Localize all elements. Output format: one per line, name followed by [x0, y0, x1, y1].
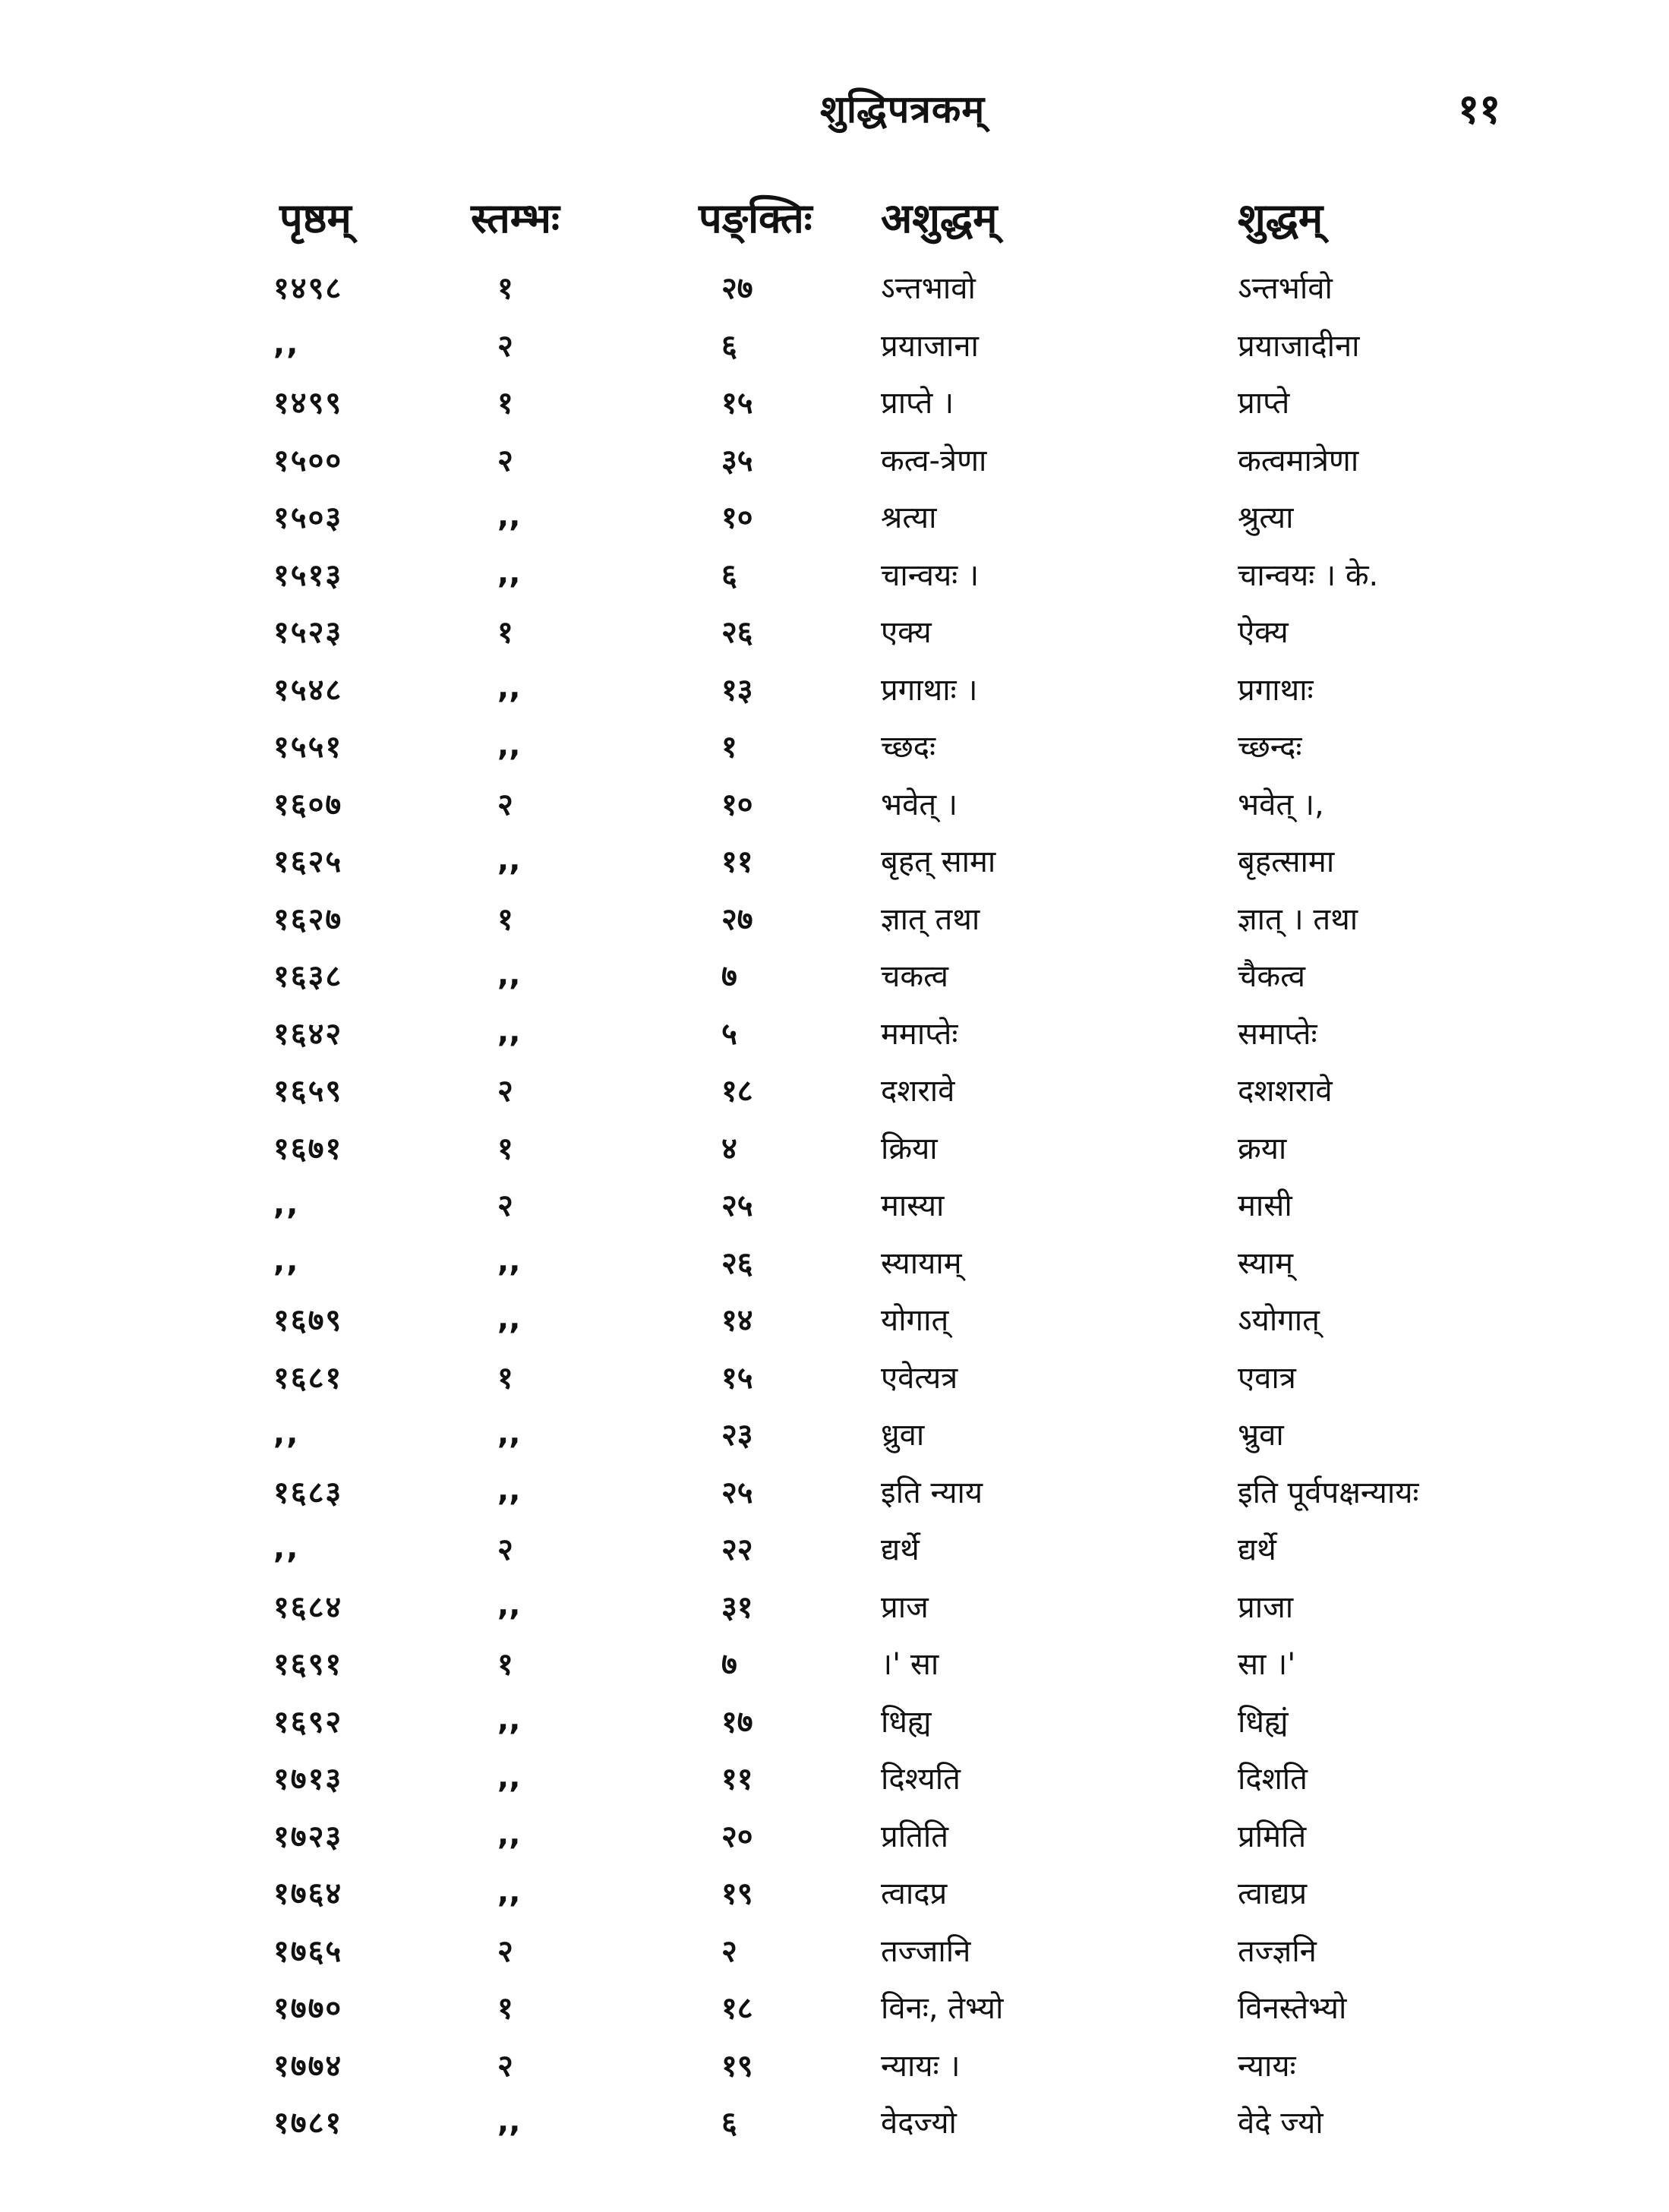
table-row [228, 1749, 1564, 1807]
cell-column: ,, [497, 1014, 521, 1050]
cell-line: ४ [721, 1131, 737, 1166]
cell-column: २ [497, 328, 513, 364]
cell-line: २३ [721, 1418, 753, 1453]
cell-page: १६८१ [273, 1360, 343, 1396]
cell-correct: दशशरावे [1238, 1074, 1333, 1109]
cell-line: २६ [721, 615, 753, 651]
cell-page: ,, [273, 1186, 300, 1222]
table-row [228, 946, 1564, 1004]
cell-page: १६३८ [273, 959, 343, 995]
cell-page: १६२५ [273, 844, 343, 880]
cell-incorrect: ऽन्तभावो [881, 271, 976, 307]
cell-line: १८ [721, 1074, 753, 1109]
cell-page: १७१३ [273, 1762, 343, 1797]
cell-correct: सा ।' [1238, 1647, 1296, 1683]
cell-incorrect: दिश्यति [881, 1762, 961, 1797]
cell-line: २६ [721, 1245, 753, 1281]
cell-line: १० [721, 500, 753, 536]
table-row [228, 1634, 1564, 1692]
cell-correct: प्राप्ते [1238, 386, 1290, 421]
cell-incorrect: ।' सा [881, 1647, 939, 1683]
cell-page: १६८४ [273, 1589, 343, 1625]
cell-line: ६ [721, 557, 737, 593]
cell-correct: वेदे ज्यो [1238, 2106, 1324, 2141]
cell-incorrect: इति न्याय [881, 1475, 983, 1510]
cell-column: १ [497, 1991, 513, 2027]
cell-line: १८ [721, 1991, 753, 2027]
cell-correct: कत्वमात्रेणा [1238, 443, 1359, 478]
cell-column: १ [497, 1131, 513, 1166]
cell-correct: एवात्र [1238, 1360, 1296, 1396]
cell-incorrect: चान्वयः । [881, 557, 980, 593]
header-row [228, 175, 1564, 258]
cell-column: ,, [497, 1874, 521, 1910]
cell-page: १६९१ [273, 1647, 343, 1683]
cell-line: २ [721, 1933, 737, 1969]
cell-incorrect: त्वादप्र [881, 1876, 948, 1912]
cell-incorrect: योगात् [881, 1303, 949, 1339]
cell-correct: प्रगाथाः [1238, 672, 1314, 708]
cell-column: ,, [497, 2103, 521, 2139]
cell-incorrect: कत्व-त्रेणा [881, 443, 987, 478]
cell-correct: समाप्तेः [1238, 1016, 1317, 1052]
cell-line: १९ [721, 1876, 753, 1912]
cell-column: १ [497, 901, 513, 937]
cell-correct: धिह्यं [1238, 1704, 1289, 1740]
cell-correct: चान्वयः । के. [1238, 557, 1379, 593]
cell-column: ,, [497, 1301, 521, 1336]
cell-line: १५ [721, 386, 753, 421]
cell-line: ३५ [721, 443, 753, 478]
cell-correct: त्वाद्यप्र [1238, 1876, 1308, 1912]
cell-correct: ऽयोगात् [1238, 1303, 1320, 1339]
cell-column: १ [497, 386, 513, 421]
cell-line: १० [721, 787, 753, 822]
cell-correct: दिशति [1238, 1762, 1308, 1797]
table-row [228, 1175, 1564, 1233]
cell-incorrect: वेदज्यो [881, 2106, 957, 2141]
table-row [228, 1119, 1564, 1176]
header-incorrect: अशुद्धम् [881, 194, 998, 242]
cell-line: ६ [721, 328, 737, 364]
cell-incorrect: मास्या [881, 1188, 945, 1224]
cell-correct: च्छन्दः [1238, 730, 1302, 765]
header-column: स्तम्भः [471, 194, 560, 242]
cell-incorrect: दशरावे [881, 1074, 955, 1109]
cell-column: ,, [497, 842, 521, 878]
cell-incorrect: चकत्व [881, 959, 948, 995]
cell-correct: क्रया [1238, 1131, 1287, 1166]
cell-incorrect: एक्य [881, 615, 932, 651]
table-row [228, 889, 1564, 947]
cell-line: १३ [721, 672, 753, 708]
cell-incorrect: क्रिया [881, 1131, 938, 1166]
table-row [228, 431, 1564, 488]
cell-line: ५ [721, 1016, 737, 1052]
errata-table-body [228, 258, 1564, 2150]
cell-incorrect: विनः, तेभ्यो [881, 1991, 1004, 2027]
cell-incorrect: न्यायः । [881, 2048, 961, 2084]
table-row [228, 2093, 1564, 2150]
cell-column: २ [497, 2048, 513, 2084]
table-row [228, 1863, 1564, 1921]
cell-column: २ [497, 443, 513, 478]
table-row [228, 1348, 1564, 1406]
cell-correct: ज्ञात् । तथा [1238, 901, 1358, 937]
cell-line: ३१ [721, 1589, 753, 1625]
cell-line: २७ [721, 271, 753, 307]
cell-page: १७२३ [273, 1819, 343, 1854]
cell-column: ,, [497, 957, 521, 992]
cell-line: २० [721, 1819, 753, 1854]
cell-page: १६५९ [273, 1074, 343, 1109]
cell-correct: प्रयाजादीना [1238, 328, 1360, 364]
cell-column: २ [497, 1933, 513, 1969]
cell-column: २ [497, 787, 513, 822]
table-row [228, 1519, 1564, 1577]
cell-column: ,, [497, 1415, 521, 1451]
cell-correct: भवेत् ।, [1238, 787, 1324, 822]
table-row [228, 1004, 1564, 1062]
table-row [228, 831, 1564, 889]
cell-incorrect: प्रयाजाना [881, 328, 979, 364]
table-row [228, 2036, 1564, 2094]
cell-correct: द्यर्थे [1238, 1532, 1276, 1568]
cell-incorrect: एवेत्यत्र [881, 1360, 958, 1396]
header-correct: शुद्धम् [1238, 194, 1324, 242]
cell-column: ,, [497, 727, 521, 763]
cell-column: ,, [497, 556, 521, 592]
cell-correct: ऽन्तर्भावो [1238, 271, 1333, 307]
table-row [228, 1463, 1564, 1520]
cell-incorrect: बृहत् सामा [881, 844, 996, 880]
cell-page: ,, [273, 1244, 300, 1280]
cell-column: १ [497, 1360, 513, 1396]
cell-incorrect: प्राज [881, 1589, 929, 1625]
table-row [228, 1978, 1564, 2036]
page-number: ११ [1458, 85, 1501, 133]
errata-table-header [228, 175, 1564, 258]
cell-correct: प्राजा [1238, 1589, 1294, 1625]
cell-column: ,, [497, 1588, 521, 1624]
cell-correct: चैकत्व [1238, 959, 1305, 995]
cell-incorrect: स्यायाम् [881, 1245, 962, 1281]
cell-correct: ऐक्य [1238, 615, 1289, 651]
cell-correct: विनस्तेभ्यो [1238, 1991, 1347, 2027]
cell-page: ,, [273, 1530, 300, 1566]
cell-page: १६४२ [273, 1016, 343, 1052]
cell-line: १५ [721, 1360, 753, 1396]
cell-page: १६८३ [273, 1475, 343, 1510]
cell-page: १७७० [273, 1991, 343, 2027]
cell-column: १ [497, 615, 513, 651]
cell-incorrect: प्रतिति [881, 1819, 949, 1854]
cell-line: १४ [721, 1303, 753, 1339]
table-row [228, 1577, 1564, 1635]
cell-page: १६७१ [273, 1131, 343, 1166]
cell-line: १९ [721, 2048, 753, 2084]
cell-incorrect: च्छदः [881, 730, 936, 765]
cell-page: १६७९ [273, 1303, 343, 1339]
cell-page: १५५१ [273, 730, 343, 765]
cell-correct: बृहत्सामा [1238, 844, 1335, 880]
cell-line: १७ [721, 1704, 753, 1740]
cell-page: १६२७ [273, 901, 343, 937]
cell-page: १५०० [273, 443, 343, 478]
cell-page: ,, [273, 327, 300, 362]
table-row [228, 1061, 1564, 1119]
cell-page: १६०७ [273, 787, 343, 822]
cell-column: ,, [497, 671, 521, 706]
cell-correct: स्याम् [1238, 1245, 1294, 1281]
cell-column: २ [497, 1532, 513, 1568]
cell-line: २५ [721, 1188, 753, 1224]
cell-page: १५४८ [273, 672, 343, 708]
cell-column: ,, [497, 1759, 521, 1795]
cell-correct: तज्ज्ञनि [1238, 1933, 1317, 1969]
table-row [228, 258, 1564, 316]
table-row [228, 1692, 1564, 1750]
cell-page: १७८१ [273, 2106, 343, 2141]
table-row [228, 660, 1564, 718]
cell-incorrect: तज्जानि [881, 1933, 971, 1969]
table-row [228, 545, 1564, 603]
cell-column: २ [497, 1074, 513, 1109]
cell-incorrect: प्रगाथाः । [881, 672, 978, 708]
cell-column: ,, [497, 1244, 521, 1280]
cell-correct: इति पूर्वपक्षन्यायः [1238, 1475, 1419, 1510]
cell-column: ,, [497, 1817, 521, 1853]
cell-page: १७६४ [273, 1876, 343, 1912]
cell-page: ,, [273, 1415, 300, 1451]
cell-correct: प्रमिति [1238, 1819, 1307, 1854]
table-row [228, 1233, 1564, 1291]
cell-line: २७ [721, 901, 753, 937]
running-title: शुद्धिपत्रकम् [820, 87, 986, 131]
cell-line: ७ [721, 1647, 737, 1683]
cell-incorrect: श्रत्या [881, 500, 937, 536]
table-row [228, 775, 1564, 832]
cell-correct: भ्रुवा [1238, 1418, 1284, 1453]
cell-page: १४९९ [273, 386, 343, 421]
cell-column: १ [497, 1647, 513, 1683]
cell-incorrect: द्यर्थे [881, 1532, 920, 1568]
cell-page: १४९८ [273, 271, 343, 307]
cell-line: २५ [721, 1475, 753, 1510]
cell-column: १ [497, 271, 513, 307]
cell-page: १५२३ [273, 615, 343, 651]
cell-incorrect: धिह्य [881, 1704, 932, 1740]
table-row [228, 488, 1564, 545]
table-row [228, 1921, 1564, 1979]
table-row [228, 602, 1564, 660]
cell-correct: श्रुत्या [1238, 500, 1294, 536]
cell-incorrect: ममाप्तेः [881, 1016, 958, 1052]
cell-column: ,, [497, 1702, 521, 1738]
cell-column: ,, [497, 1473, 521, 1509]
cell-page: १५०३ [273, 500, 343, 536]
cell-correct: न्यायः [1238, 2048, 1296, 2084]
cell-column: २ [497, 1188, 513, 1224]
table-row [228, 1290, 1564, 1348]
cell-line: ६ [721, 2106, 737, 2141]
errata-table [228, 175, 1564, 2150]
cell-line: २२ [721, 1532, 753, 1568]
cell-line: १ [721, 730, 737, 765]
table-row [228, 717, 1564, 775]
table-row [228, 316, 1564, 374]
cell-correct: मासी [1238, 1188, 1292, 1224]
cell-line: ७ [721, 959, 737, 995]
header-page: पृष्ठम् [279, 194, 352, 242]
cell-page: १७६५ [273, 1933, 343, 1969]
cell-line: ११ [721, 1762, 753, 1797]
cell-incorrect: ध्रुवा [881, 1418, 925, 1453]
cell-incorrect: ज्ञात् तथा [881, 901, 980, 937]
cell-line: ११ [721, 844, 753, 880]
cell-column: ,, [497, 498, 521, 534]
header-line: पङ्क्तिः [699, 194, 812, 242]
cell-incorrect: भवेत् । [881, 787, 958, 822]
cell-incorrect: प्राप्ते । [881, 386, 954, 421]
cell-page: १७७४ [273, 2048, 343, 2084]
cell-page: १५१३ [273, 557, 343, 593]
table-row [228, 1807, 1564, 1864]
table-row [228, 1405, 1564, 1463]
table-row [228, 373, 1564, 431]
cell-page: १६९२ [273, 1704, 343, 1740]
